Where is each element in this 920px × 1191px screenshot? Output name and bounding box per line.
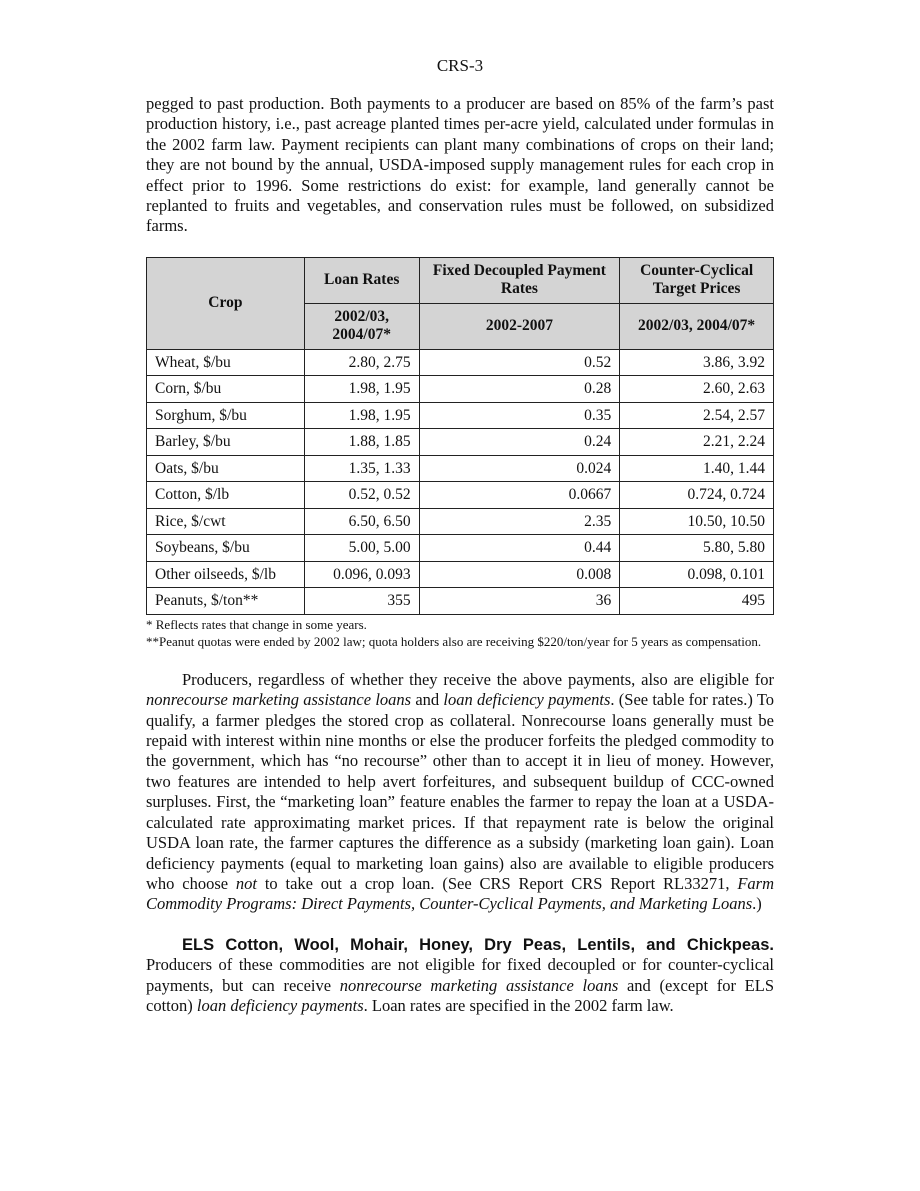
target-price-cell: 2.21, 2.24 — [620, 429, 774, 456]
fixed-rate-cell: 0.0667 — [419, 482, 620, 509]
crop-cell: Cotton, $/lb — [147, 482, 305, 509]
loan-rate-cell: 1.98, 1.95 — [304, 402, 419, 429]
crop-cell: Wheat, $/bu — [147, 349, 305, 376]
col-header-fixed-payment-rates: Fixed Decoupled Payment Rates — [419, 257, 620, 303]
term-nonrecourse-loans: nonrecourse marketing assistance loans — [339, 975, 619, 995]
loan-rate-cell: 0.52, 0.52 — [304, 482, 419, 509]
loan-rate-cell: 5.00, 5.00 — [304, 535, 419, 562]
emphasis-not: not — [235, 873, 257, 893]
target-price-cell: 0.098, 0.101 — [620, 561, 774, 588]
crop-cell: Sorghum, $/bu — [147, 402, 305, 429]
target-price-cell: 2.54, 2.57 — [620, 402, 774, 429]
table-row — [147, 455, 774, 482]
col-header-counter-cyclical: Counter-Cyclical Target Prices — [620, 257, 774, 303]
table-row — [147, 376, 774, 403]
target-price-cell: 2.60, 2.63 — [620, 376, 774, 403]
crop-cell: Corn, $/bu — [147, 376, 305, 403]
crop-cell: Rice, $/cwt — [147, 508, 305, 535]
fixed-rate-cell: 0.024 — [419, 455, 620, 482]
page-header: CRS-3 — [436, 56, 484, 75]
crop-cell: Barley, $/bu — [147, 429, 305, 456]
term-loan-deficiency-payments: loan deficiency payments — [443, 690, 611, 710]
loans-text-3: . (See table for rates.) To qualify, a farmer pledges the stored crop as collateral. Nonrecourse loans generally must be repaid with interest within nine months or else the producer forfeits the pledged commodity to the government, which has “no recourse” other than to accept it in lieu of money. However, two features are intended to help avert forfeitures, and subsequent buildup of CCC-owned surpluses. First, the “marketing loan” feature enables the farmer to repay the loan at a USDA-calculated rate approximating market prices. If that repayment rate is below the original USDA loan rate, the farmer captures the difference as a subsidy (marketing loan gain). Loan deficiency payments (equal to marketing loan gains) also are available to eligible producers who choose — [146, 690, 774, 893]
report-title: Farm Commodity Programs: Direct Payments, Counter-Cyclical Payments, and Marketing Loans — [146, 873, 775, 914]
document-body — [146, 94, 774, 1016]
table-row — [147, 402, 774, 429]
fixed-rate-cell: 0.28 — [419, 376, 620, 403]
term-nonrecourse-loans: nonrecourse marketing assistance loans — [146, 690, 412, 710]
subheader-fixed-years: 2002-2007 — [419, 303, 620, 349]
intro-paragraph: pegged to past production. Both payments to a producer are based on 85% of the farm’s past production history, i.e., past acreage planted times per-acre yield, calculated under formulas in the 2002 farm law. Payment recipients can plant many combinations of crops on their land; they are not bound by the annual, USDA-imposed supply management rules for each crop in effect prior to 1996. Some restrictions do exist: for example, land generally cannot be replanted to fruits and vegetables, and conservation rules must be followed, on subsidized farms. — [146, 94, 774, 236]
target-price-cell: 10.50, 10.50 — [620, 508, 774, 535]
els-text-3: . Loan rates are specified in the 2002 farm law. — [363, 995, 674, 1015]
table-row — [147, 482, 774, 509]
term-loan-deficiency-payments: loan deficiency payments — [196, 995, 364, 1015]
loan-rate-cell: 1.88, 1.85 — [304, 429, 419, 456]
loans-text-1: Producers, regardless of whether they receive the above payments, also are eligible for — [182, 669, 774, 689]
target-price-cell: 495 — [620, 588, 774, 615]
crop-cell: Other oilseeds, $/lb — [147, 561, 305, 588]
loan-rate-cell: 0.096, 0.093 — [304, 561, 419, 588]
loans-paragraph — [146, 670, 774, 915]
loan-rate-cell: 1.35, 1.33 — [304, 455, 419, 482]
table-row — [147, 429, 774, 456]
table-footnotes — [146, 617, 774, 650]
subheader-counter-years: 2002/03, 2004/07* — [620, 303, 774, 349]
commodity-rates-table — [146, 257, 774, 615]
fixed-rate-cell: 0.52 — [419, 349, 620, 376]
table-row — [147, 561, 774, 588]
footnote-peanut-quotas: **Peanut quotas were ended by 2002 law; quota holders also are receiving $220/ton/year for 5 years as compensation. — [146, 634, 762, 650]
loan-rate-cell: 2.80, 2.75 — [304, 349, 419, 376]
subheader-loan-years: 2002/03, 2004/07* — [304, 303, 419, 349]
els-text-2: and (except for ELS cotton) — [146, 975, 775, 1015]
crop-cell: Oats, $/bu — [147, 455, 305, 482]
target-price-cell: 0.724, 0.724 — [620, 482, 774, 509]
fixed-rate-cell: 0.44 — [419, 535, 620, 562]
table-row — [147, 535, 774, 562]
loan-rate-cell: 6.50, 6.50 — [304, 508, 419, 535]
fixed-rate-cell: 36 — [419, 588, 620, 615]
target-price-cell: 5.80, 5.80 — [620, 535, 774, 562]
loans-text-2: and — [411, 690, 444, 710]
loans-text-4: to take out a crop loan. (See CRS Report CRS Report RL33271, — [257, 873, 738, 893]
footnote-rates: * Reflects rates that change in some years. — [146, 616, 367, 632]
target-price-cell: 3.86, 3.92 — [620, 349, 774, 376]
loan-rate-cell: 1.98, 1.95 — [304, 376, 419, 403]
crop-cell: Peanuts, $/ton** — [147, 588, 305, 615]
fixed-rate-cell: 0.008 — [419, 561, 620, 588]
crop-cell: Soybeans, $/bu — [147, 535, 305, 562]
els-text-1: Producers of these commodities are not eligible for fixed decoupled or for counter-cyclical payments, but can receive — [146, 955, 774, 995]
table-row — [147, 508, 774, 535]
table-row — [147, 588, 774, 615]
table-row — [147, 349, 774, 376]
fixed-rate-cell: 0.24 — [419, 429, 620, 456]
fixed-rate-cell: 2.35 — [419, 508, 620, 535]
target-price-cell: 1.40, 1.44 — [620, 455, 774, 482]
els-cotton-paragraph — [146, 935, 774, 1017]
loan-rate-cell: 355 — [304, 588, 419, 615]
section-heading: ELS Cotton, Wool, Mohair, Honey, Dry Peas, Lentils, and Chickpeas. — [182, 935, 774, 954]
col-header-loan-rates: Loan Rates — [304, 257, 419, 303]
fixed-rate-cell: 0.35 — [419, 402, 620, 429]
col-header-crop: Crop — [147, 257, 305, 349]
loans-text-5: .) — [752, 894, 762, 914]
